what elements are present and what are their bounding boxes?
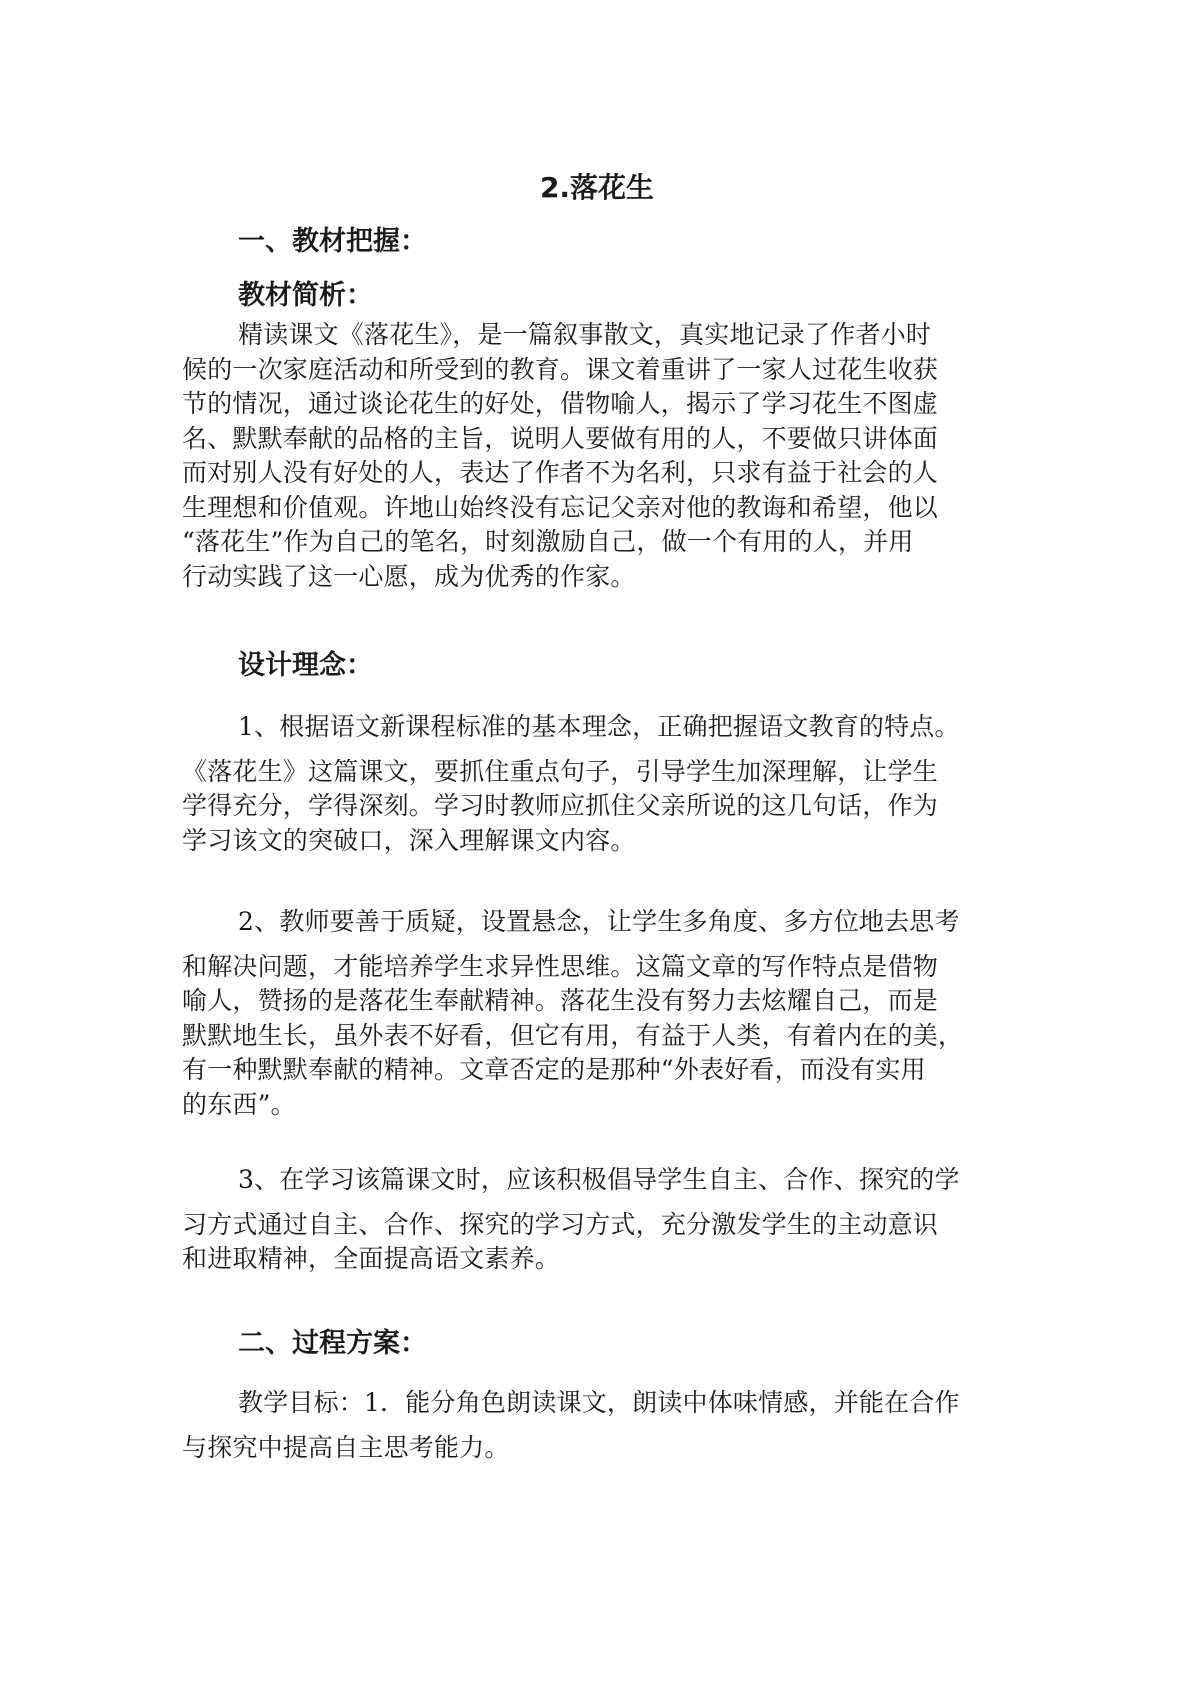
text-line: “落花生”作为自己的笔名，时刻激励自己，做一个有用的人，并用 [182, 527, 914, 556]
paragraph-concept-3 [182, 1163, 1012, 1277]
paragraph-teaching-goals [182, 1386, 1012, 1465]
text-line: 习方式通过自主、合作、探究的学习方式，充分激发学生的主动意识 [182, 1209, 939, 1239]
text-line: 喻人，赞扬的是落花生奉献精神。落花生没有努力去炫耀自己，而是 [182, 986, 939, 1015]
text-line: 行动实践了这一心愿，成为优秀的作家。 [182, 561, 636, 591]
section-heading-process: 二、过程方案： [238, 1328, 427, 1359]
subheading-design-concept: 设计理念： [238, 650, 373, 681]
text-line: 候的一次家庭活动和所受到的教育。课文着重讲了一家人过花生收获 [182, 354, 939, 384]
text-line: 生理想和价值观。许地山始终没有忘记父亲对他的教诲和希望，他以 [182, 492, 939, 522]
text-line: 学得充分，学得深刻。学习时教师应抓住父亲所说的这几句话，作为 [182, 791, 939, 820]
text-line: 节的情况，通过谈论花生的好处，借物喻人，揭示了学习花生不图虚 [182, 389, 939, 418]
text-line: 默默地生长，虽外表不好看，但它有用，有益于人类，有着内在的美， [182, 1020, 964, 1050]
text-line: 名、默默奉献的品格的主旨，说明人要做有用的人，不要做只讲体面 [182, 423, 939, 453]
text-line: 有一种默默奉献的精神。文章否定的是那种“外表好看，而没有实用 [182, 1055, 926, 1084]
document-title: 2.落花生 [539, 171, 655, 204]
text-line: 1、根据语文新课程标准的基本理念，正确把握语文教育的特点。 [238, 712, 960, 741]
text-line: 和解决问题，才能培养学生求异性思维。这篇文章的写作特点是借物 [182, 951, 939, 981]
text-line: 教学目标：1．能分角色朗读课文，朗读中体味情感，并能在合作 [238, 1388, 960, 1417]
paragraph-concept-1 [182, 710, 1012, 858]
text-line: 和进取精神，全面提高语文素养。 [182, 1244, 561, 1273]
subheading-analysis: 教材简析： [238, 280, 373, 311]
text-line: 的东西”。 [182, 1089, 296, 1119]
text-line: 与探究中提高自主思考能力。 [182, 1432, 510, 1462]
text-line: 《落花生》这篇课文，要抓住重点句子，引导学生加深理解，让学生 [182, 756, 939, 786]
text-line: 而对别人没有好处的人，表达了作者不为名利，只求有益于社会的人 [182, 458, 939, 487]
text-line: 学习该文的突破口，深入理解课文内容。 [182, 825, 636, 855]
paragraph-concept-2 [182, 905, 1012, 1122]
text-line: 3、在学习该篇课文时，应该积极倡导学生自主、合作、探究的学 [238, 1165, 960, 1194]
section-heading-materials: 一、教材把握： [238, 226, 427, 257]
text-line: 2、教师要善于质疑，设置悬念，让学生多角度、多方位地去思考 [238, 907, 960, 936]
text-line: 精读课文《落花生》，是一篇叙事散文，真实地记录了作者小时 [238, 320, 932, 349]
paragraph-analysis [182, 318, 1012, 594]
